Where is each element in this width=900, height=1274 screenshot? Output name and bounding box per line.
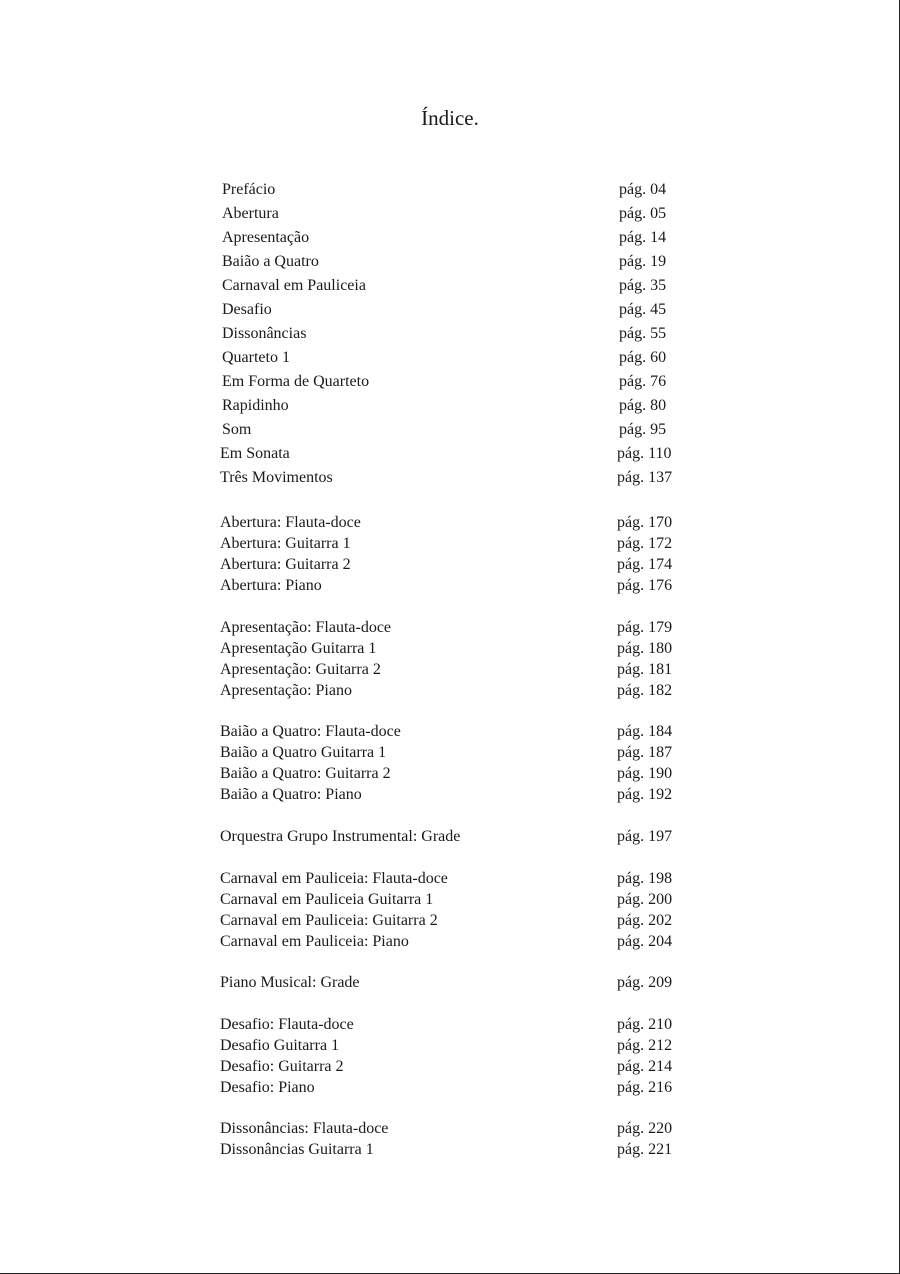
- toc-entry-page: pág. 187: [617, 744, 673, 761]
- toc-entry-label: Apresentação: [222, 229, 310, 246]
- toc-entry[interactable]: [0, 868, 900, 890]
- toc-entry-label: Desafio: [222, 301, 272, 318]
- toc-entry[interactable]: [0, 1056, 900, 1078]
- toc-entry-page: pág. 221: [617, 1141, 673, 1158]
- toc-entry[interactable]: [0, 443, 900, 465]
- toc-entry-page: pág. 174: [617, 556, 673, 573]
- toc-entry-page: pág. 170: [617, 514, 673, 531]
- toc-entry-page: pág. 110: [617, 445, 672, 462]
- toc-entry[interactable]: [0, 742, 900, 764]
- toc-entry-label: Som: [222, 421, 252, 438]
- toc-entry[interactable]: [0, 1118, 900, 1140]
- toc-entry-page: pág. 172: [617, 535, 673, 552]
- toc-entry-label: Baião a Quatro: [222, 253, 319, 270]
- toc-entry-label: Abertura: [222, 205, 279, 222]
- toc-entry-page: pág. 202: [617, 912, 673, 929]
- toc-entry-page: pág. 19: [619, 253, 667, 270]
- toc-entry[interactable]: [0, 179, 900, 201]
- toc-entry-label: Carnaval em Pauliceia: Guitarra 2: [220, 912, 438, 929]
- toc-entry-page: pág. 60: [619, 349, 667, 366]
- toc-entry[interactable]: [0, 575, 900, 597]
- toc-entry-label: Carnaval em Pauliceia: [222, 277, 366, 294]
- toc-entry[interactable]: [0, 784, 900, 806]
- toc-entry-label: Dissonâncias: [222, 325, 307, 342]
- toc-entry[interactable]: [0, 889, 900, 911]
- toc-entry-label: Desafio: Flauta-doce: [220, 1016, 354, 1033]
- toc-entry[interactable]: [0, 275, 900, 297]
- toc-entry[interactable]: [0, 721, 900, 743]
- toc-entry-page: pág. 179: [617, 619, 673, 636]
- toc-entry-label: Dissonâncias: Flauta-doce: [220, 1120, 389, 1137]
- toc-entry-page: pág. 80: [619, 397, 667, 414]
- toc-entry[interactable]: [0, 1035, 900, 1057]
- toc-entry[interactable]: [0, 512, 900, 534]
- toc-entry[interactable]: [0, 1014, 900, 1036]
- toc-entry-label: Abertura: Guitarra 1: [220, 535, 351, 552]
- toc-entry[interactable]: [0, 554, 900, 576]
- toc-entry-label: Carnaval em Pauliceia Guitarra 1: [220, 891, 434, 908]
- toc-entry-label: Três Movimentos: [220, 469, 333, 486]
- toc-entry-label: Orquestra Grupo Instrumental: Grade: [220, 828, 461, 845]
- toc-entry[interactable]: [0, 203, 900, 225]
- toc-entry-page: pág. 181: [617, 661, 673, 678]
- toc-entry[interactable]: [0, 659, 900, 681]
- toc-entry-label: Apresentação: Guitarra 2: [220, 661, 381, 678]
- toc-entry[interactable]: [0, 347, 900, 369]
- toc-entry-page: pág. 214: [617, 1058, 673, 1075]
- toc-entry-label: Apresentação: Piano: [220, 682, 352, 699]
- toc-entry-label: Baião a Quatro: Piano: [220, 786, 362, 803]
- page-title: Índice.: [421, 106, 479, 130]
- toc-entry-page: pág. 220: [617, 1120, 673, 1137]
- toc-entry-label: Baião a Quatro: Guitarra 2: [220, 765, 391, 782]
- toc-entry[interactable]: [0, 395, 900, 417]
- toc-entry-page: pág. 216: [617, 1079, 673, 1096]
- toc-entry-page: pág. 198: [617, 870, 673, 887]
- toc-entry-page: pág. 209: [617, 974, 673, 991]
- toc-entry-page: pág. 176: [617, 577, 673, 594]
- toc-entry[interactable]: [0, 931, 900, 953]
- toc-entry-label: Prefácio: [222, 181, 276, 198]
- toc-entry-label: Apresentação Guitarra 1: [220, 640, 377, 657]
- toc-entry-page: pág. 14: [619, 229, 667, 246]
- toc-entry-page: pág. 35: [619, 277, 667, 294]
- toc-entry-label: Rapidinho: [222, 397, 289, 414]
- toc-entry-page: pág. 05: [619, 205, 667, 222]
- toc-entry-page: pág. 180: [617, 640, 673, 657]
- toc-entry-page: pág. 76: [619, 373, 667, 390]
- toc-entry-label: Desafio Guitarra 1: [220, 1037, 340, 1054]
- toc-entry[interactable]: [0, 638, 900, 660]
- toc-entry-label: Abertura: Piano: [220, 577, 322, 594]
- toc-entry-label: Piano Musical: Grade: [220, 974, 360, 991]
- toc-entry[interactable]: [0, 467, 900, 489]
- toc-entry-page: pág. 210: [617, 1016, 673, 1033]
- toc-entry[interactable]: [0, 1077, 900, 1099]
- toc-entry-page: pág. 95: [619, 421, 667, 438]
- toc-entry-label: Quarteto 1: [222, 349, 290, 366]
- toc-entry-page: pág. 04: [619, 181, 667, 198]
- toc-entry-label: Desafio: Guitarra 2: [220, 1058, 344, 1075]
- toc-entry-label: Carnaval em Pauliceia: Flauta-doce: [220, 870, 448, 887]
- toc-entry-page: pág. 192: [617, 786, 673, 803]
- toc-entry[interactable]: [0, 763, 900, 785]
- toc-entry[interactable]: [0, 299, 900, 321]
- toc-entry-page: pág. 45: [619, 301, 667, 318]
- toc-entry-label: Em Forma de Quarteto: [222, 373, 370, 390]
- toc-entry-label: Apresentação: Flauta-doce: [220, 619, 392, 636]
- toc-entry-label: Abertura: Flauta-doce: [220, 514, 361, 531]
- toc-entry-label: Baião a Quatro Guitarra 1: [220, 744, 387, 761]
- toc-entry-page: pág. 212: [617, 1037, 673, 1054]
- toc-entry[interactable]: [0, 419, 900, 441]
- toc-entry-label: Desafio: Piano: [220, 1079, 315, 1096]
- toc-entry-page: pág. 200: [617, 891, 673, 908]
- toc-entry-page: pág. 55: [619, 325, 667, 342]
- toc-entry-label: Dissonâncias Guitarra 1: [220, 1141, 374, 1158]
- toc-entry-label: Em Sonata: [220, 445, 290, 462]
- toc-entry[interactable]: [0, 617, 900, 639]
- toc-entry-label: Abertura: Guitarra 2: [220, 556, 351, 573]
- toc-entry[interactable]: [0, 972, 900, 994]
- toc-entry-page: pág. 204: [617, 933, 673, 950]
- toc-entry[interactable]: [0, 826, 900, 848]
- toc-entry[interactable]: [0, 251, 900, 273]
- toc-entry[interactable]: [0, 680, 900, 702]
- toc-entry-page: pág. 137: [617, 469, 673, 486]
- toc-entry[interactable]: [0, 227, 900, 249]
- toc-entry[interactable]: [0, 1139, 900, 1161]
- toc-entry-page: pág. 197: [617, 828, 673, 845]
- toc-entry-page: pág. 190: [617, 765, 673, 782]
- toc-entry-page: pág. 182: [617, 682, 673, 699]
- toc-entry-label: Baião a Quatro: Flauta-doce: [220, 723, 401, 740]
- toc-entry-page: pág. 184: [617, 723, 673, 740]
- toc-entry-label: Carnaval em Pauliceia: Piano: [220, 933, 409, 950]
- toc-entry[interactable]: [0, 323, 900, 345]
- toc-entry[interactable]: [0, 910, 900, 932]
- toc-entry[interactable]: [0, 371, 900, 393]
- toc-entry[interactable]: [0, 533, 900, 555]
